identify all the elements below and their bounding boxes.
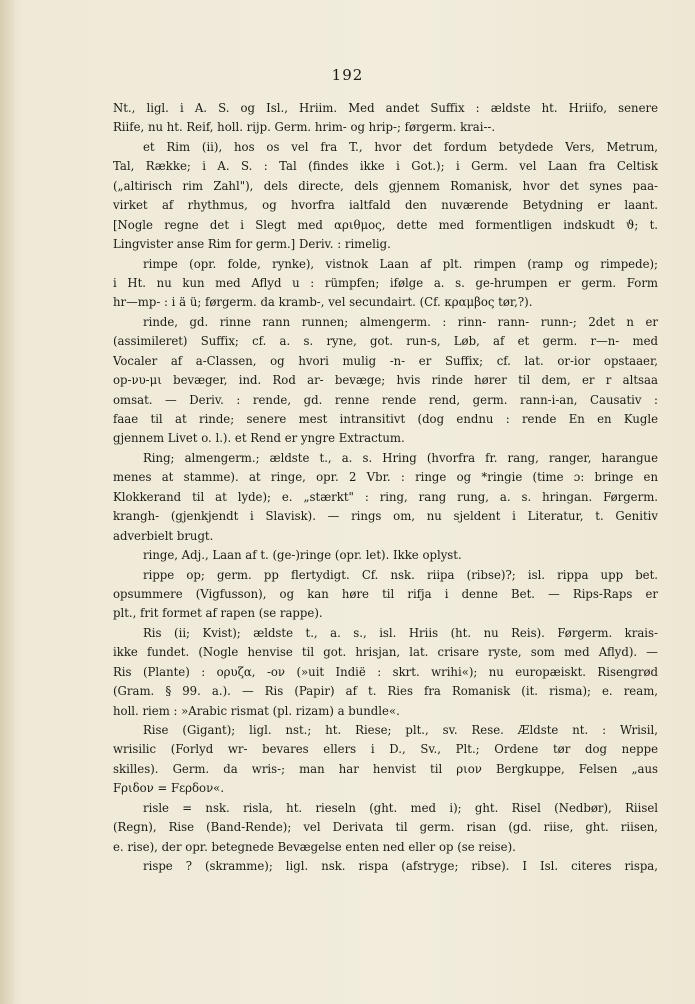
text-line: ringe, Adj., Laan af t. (ge-)ringe (opr. let). Ikke oplyst. (143, 548, 462, 563)
text-line: holl. riem : »Arabic rismat (pl. rizam) a bundle«. (113, 703, 400, 718)
text-line: [Nogle regne det i Slegt med αριθμος, dette med formentligen indskudt ϑ; t. (113, 217, 658, 232)
text-line: (Gram. § 99. a.). — Ris (Papir) af t. Ries fra Romanisk (it. risma); e. ream, (113, 684, 658, 699)
text-line: Lingvister anse Rim for germ.] Deriv. : rimelig. (113, 237, 391, 252)
text-line: omsat. — Deriv. : rende, gd. renne rende rend, germ. rann-i-an, Causativ : (113, 392, 658, 407)
text-line: („altirisch rim Zahl"), dels directe, dels gjennem Romanisk, hvor det synes paa- (113, 178, 658, 193)
text-line: risle = nsk. risla, ht. rieseln (ght. med i); ght. Risel (Nedbør), Riisel (143, 800, 658, 815)
text-line: Riife, nu ht. Reif, holl. rijp. Germ. hrim- og hrip-; førgerm. krai--. (113, 120, 496, 135)
page-gutter (0, 0, 14, 1004)
text-line: opsummere (Vigfusson), og kan høre til rifja i denne Bet. — Rips-Raps er (113, 586, 658, 601)
text-line: skilles). Germ. da wris-; man har henvist til ριον Bergkuppe, Felsen „aus (113, 761, 658, 776)
text-line: krangh- (gjenkjendt i Slavisk). — rings om, nu sjeldent i Literatur, t. Genitiv (113, 509, 658, 524)
text-line: virket af rhythmus, og hvorfra ialtfald den nuværende Betydning er laant. (113, 198, 658, 213)
text-line: rimpe (opr. folde, rynke), vistnok Laan af plt. rimpen (ramp og rimpede); (143, 256, 658, 271)
text-line: hr—mp- : i ä ü; førgerm. da kramb-, vel secundairt. (Cf. κραμβος tør,?). (113, 295, 533, 310)
text-line: adverbielt brugt. (113, 528, 214, 543)
text-line: Ris (Plante) : ορυζα, -ον (»uit Indië : skrt. wrihi«); nu europæiskt. Risengrød (113, 664, 658, 679)
text-line: menes at stamme). at ringe, opr. 2 Vbr. : ringe og *ringie (time ɔ: bringe en (113, 470, 658, 485)
text-line: wrisilic (Forlyd wr- bevares ellers i D., Sv., Plt.; Ordene tør dog neppe (113, 742, 658, 757)
text-line: plt., frit formet af rapen (se rappe). (113, 606, 323, 621)
text-line: faae til at rinde; senere mest intransitivt (dog endnu : rende En en Kugle (113, 412, 658, 426)
page-number: 192 (331, 66, 364, 84)
text-line: rinde, gd. rinne rann runnen; almengerm. : rinn- rann- runn-; 2det n er (143, 314, 658, 329)
text-line: e. rise), der opr. betegnede Bevægelse enten ned eller op (se reise). (113, 839, 516, 854)
text-line: gjennem Livet o. l.). et Rend er yngre Extractum. (113, 431, 405, 446)
text-line: Ring; almengerm.; ældste t., a. s. Hring (hvorfra fr. rang, ranger, harangue (143, 450, 658, 465)
text-line: rispe ? (skramme); ligl. nsk. rispa (afstryge; ribse). I Isl. citeres rispa, (143, 859, 658, 874)
text-line: Rise (Gigant); ligl. nst.; ht. Riese; plt., sv. Rese. Ældste nt. : Wrisil, (143, 723, 658, 737)
text-line: Vocaler af a-Classen, og hvori mulig -n- er Suffix; cf. lat. or-ior opstaaer, (113, 353, 658, 368)
text-line: Klokkerand til at lyde); e. „stærkt" : ring, rang rung, a. s. hringan. Førgerm. (113, 489, 658, 504)
text-line: (assimileret) Suffix; cf. a. s. ryne, got. run-s, Løb, af et germ. r—n- med (113, 334, 658, 349)
text-line: op-νυ-μι bevæger, ind. Rod ar- bevæge; hvis rinde hører til dem, er r altsaa (113, 373, 658, 388)
text-line: rippe op; germ. pp flertydigt. Cf. nsk. riipa (ribse)?; isl. rippa upp bet. (143, 567, 658, 582)
text-line: (Regn), Rise (Band-Rende); vel Derivata til germ. risan (gd. riise, ght. riisen, (113, 820, 658, 835)
dictionary-text-block (113, 99, 658, 877)
text-line: ikke fundet. (Nogle henvise til got. hrisjan, lat. crisare ryste, som med Aflyd). — (113, 645, 658, 660)
text-line: Tal, Række; i A. S. : Tal (findes ikke i Got.); i Germ. vel Laan fra Celtisk (113, 159, 658, 174)
text-line: Ris (ii; Kvist); ældste t., a. s., isl. Hriis (ht. nu Reis). Førgerm. krais- (143, 625, 658, 640)
text-line: Nt., ligl. i A. S. og Isl., Hriim. Med andet Suffix : ældste ht. Hriifo, senere (113, 101, 658, 115)
text-line: et Rim (ii), hos os vel fra T., hvor det fordum betydede Vers, Metrum, (143, 139, 658, 154)
text-line: i Ht. nu kun med Aflyd u : rümpfen; ifølge a. s. ge-hrumpen er germ. Form (113, 275, 658, 290)
text-line: Fριδον = Fερδον«. (113, 781, 225, 796)
